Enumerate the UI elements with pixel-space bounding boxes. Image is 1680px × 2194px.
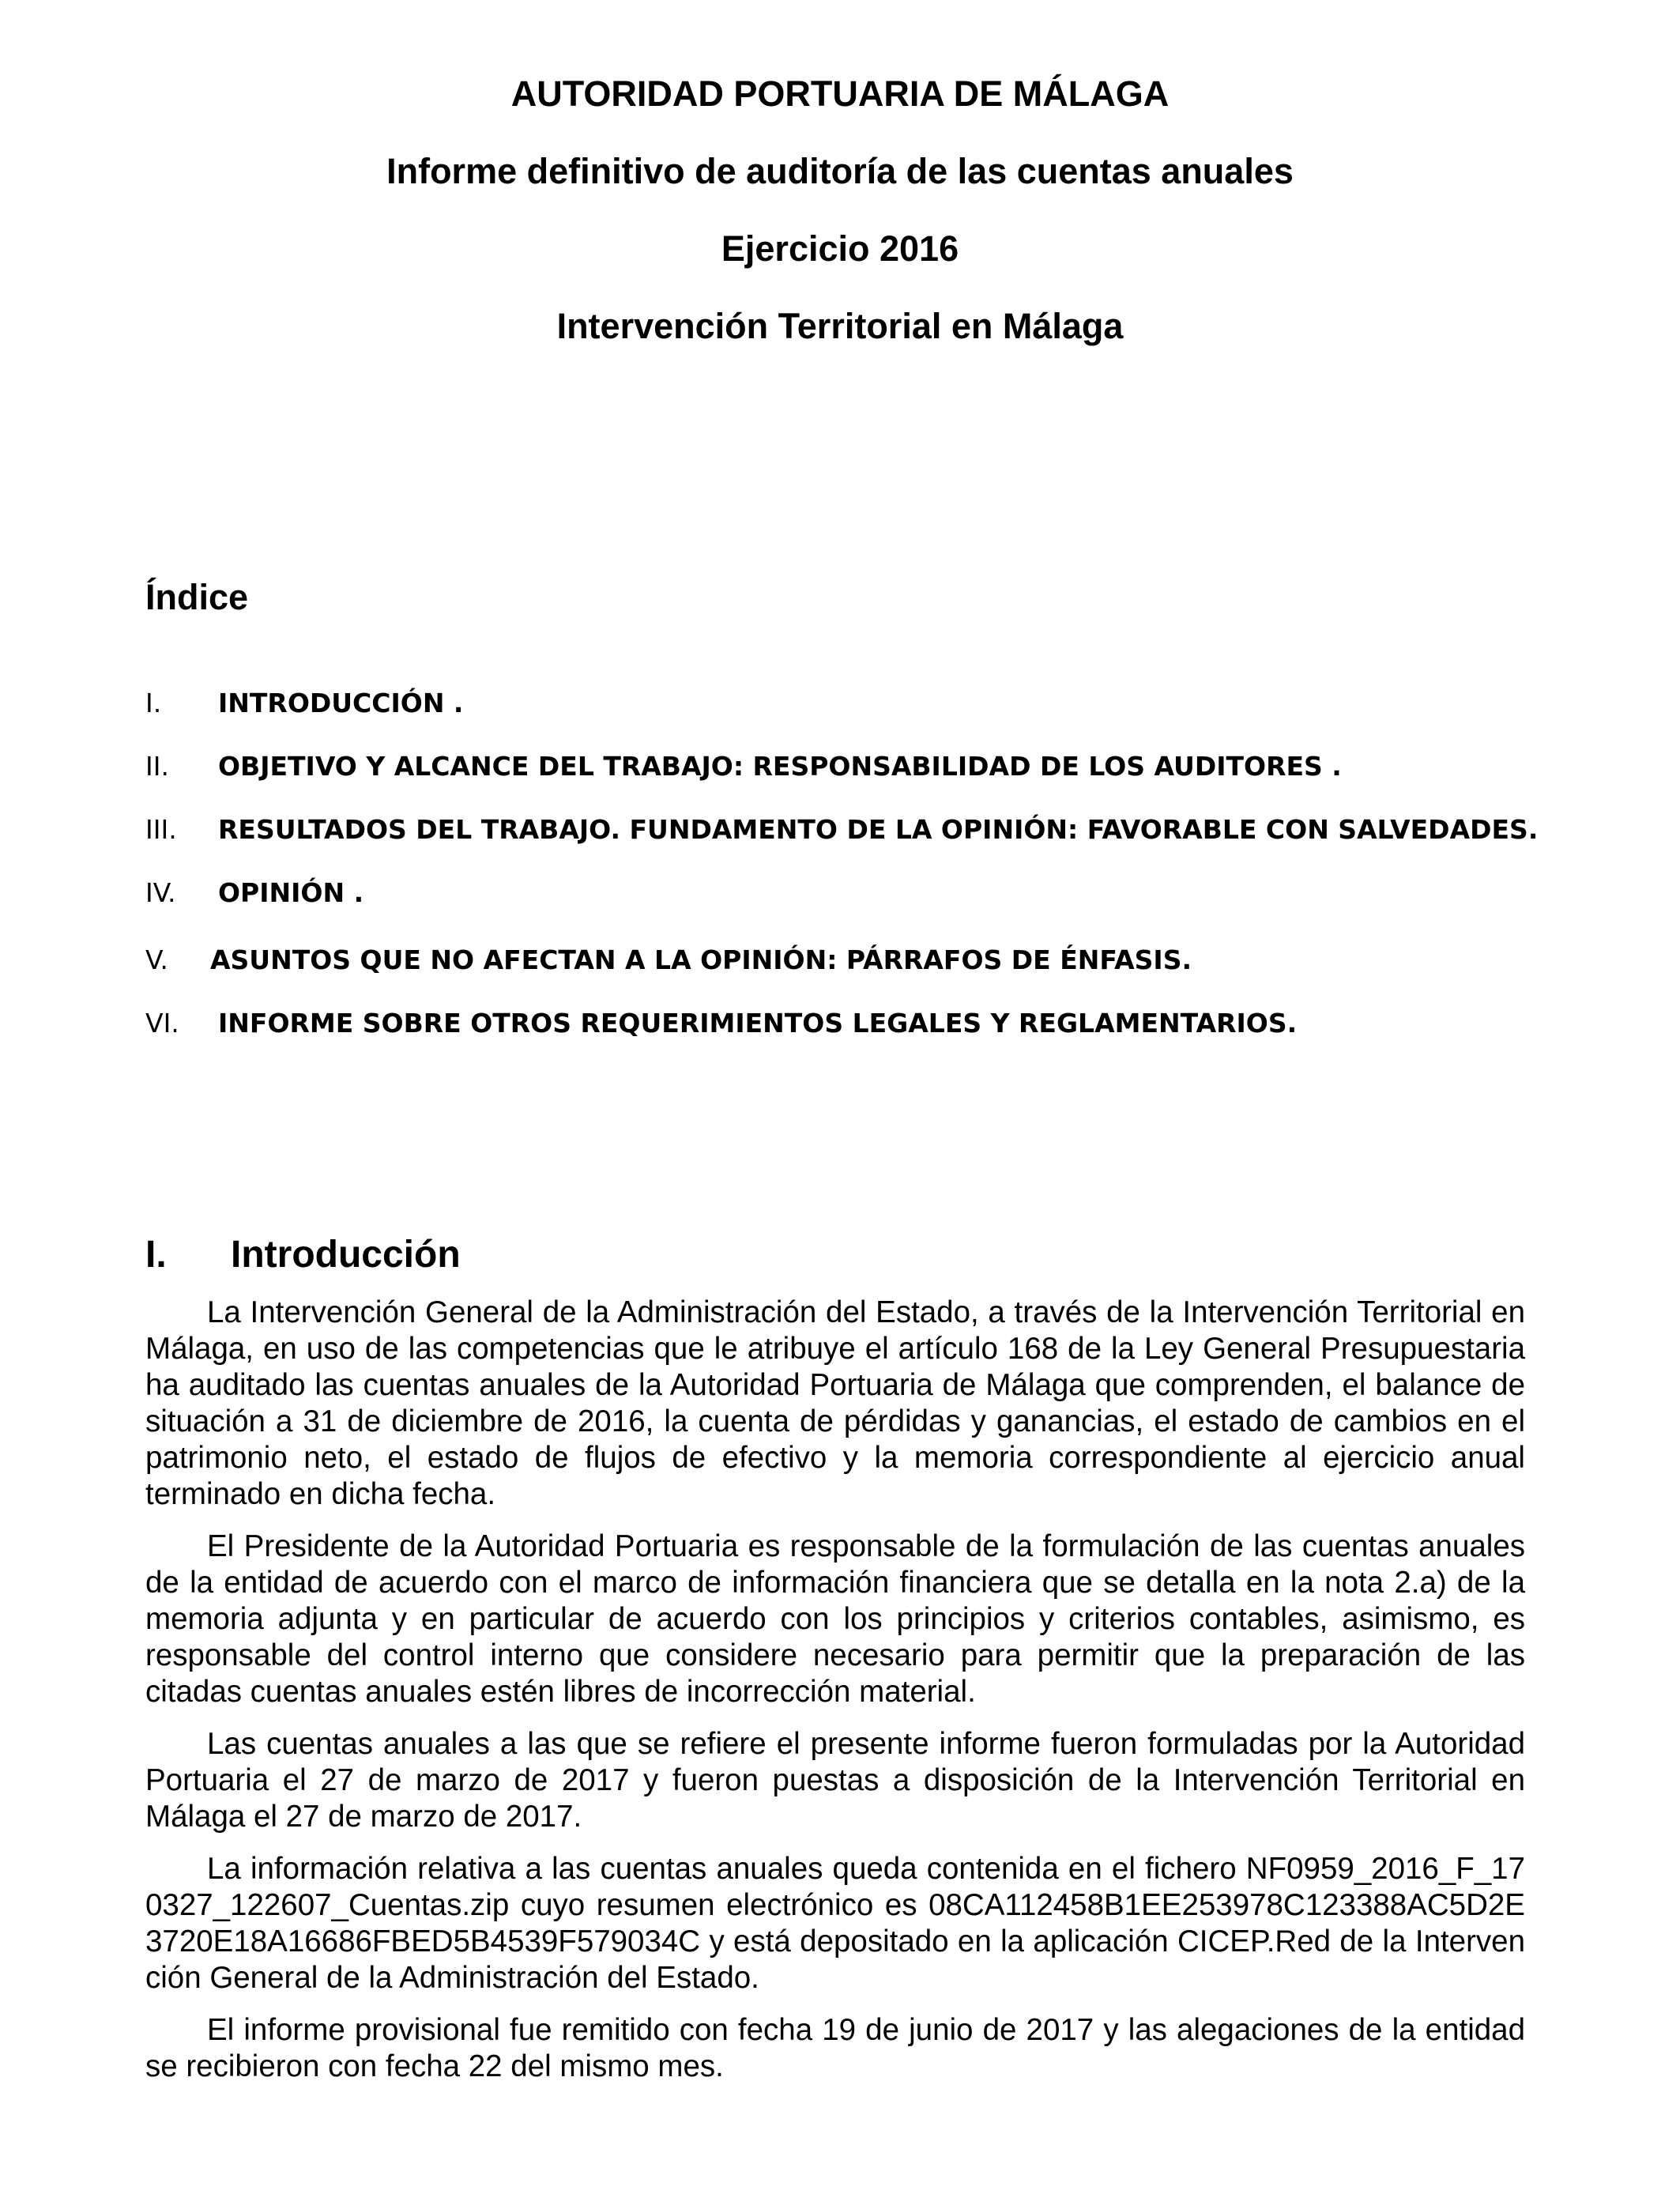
section-heading bbox=[145, 1233, 461, 1276]
toc-item-label: ASUNTOS QUE NO AFECTAN A LA OPINIÓN: PÁRRAFOS DE ÉNFASIS. bbox=[210, 944, 1192, 975]
paragraph-1: La Intervención General de la Administración del Estado, a través de la Intervención Territorial en Málaga, en uso de las competencias que le atribuye el artículo 168 de la Ley General Presupuestaria ha auditado las cuentas anuales de la Autoridad Portuaria de Málaga que comprenden, el balance de situación a 31 de diciembre de 2016, la cuenta de pérdidas y ganancias, el estado de cambios en el patrimonio neto, el estado de flujos de efectivo y la memoria correspondiente al ejercicio anual terminado en dicha fecha. bbox=[145, 1295, 1525, 1511]
toc-item-number: III. bbox=[145, 814, 177, 845]
toc-item-label: RESULTADOS DEL TRABAJO. FUNDAMENTO DE LA OPINIÓN: FAVORABLE CON SALVEDADES. bbox=[218, 814, 1539, 845]
toc-item-label: INTRODUCCIÓN . bbox=[218, 688, 464, 718]
header-office: Intervención Territorial en Málaga bbox=[556, 306, 1124, 346]
toc-item-label: OBJETIVO Y ALCANCE DEL TRABAJO: RESPONSABILIDAD DE LOS AUDITORES . bbox=[218, 751, 1342, 782]
paragraph-5: El informe provisional fue remitido con fecha 19 de junio de 2017 y las alegaciones de la entidad se recibieron con fecha 22 del mismo mes. bbox=[145, 2013, 1525, 2083]
toc-item-number: II. bbox=[145, 751, 169, 782]
toc-item-number: I. bbox=[145, 688, 162, 718]
header-entity-name: AUTORIDAD PORTUARIA DE MÁLAGA bbox=[510, 74, 1170, 114]
section-title: Introducción bbox=[231, 1234, 461, 1276]
section-body bbox=[145, 1295, 1525, 2101]
section-number: I. bbox=[145, 1234, 167, 1276]
document-header bbox=[0, 55, 1680, 365]
toc-item-number: VI. bbox=[145, 1008, 179, 1039]
paragraph-4: La información relativa a las cuentas anuales queda contenida en el fichero NF0959_2016_F_170327_122607_Cuentas.zip cuyo resumen electrónico es 08CA112458B1EE253978C123388AC5D2E3720E18A16686FBED5B4539F579034C y está depositado en la aplicación CICEP.Red de la Intervención General de la Administración del Estado. bbox=[145, 1852, 1525, 1995]
paragraph-2: El Presidente de la Autoridad Portuaria es responsable de la formulación de las cuentas anuales de la entidad de acuerdo con el marco de información financiera que se detalla en la nota 2.a) de la memoria adjunta y en particular de acuerdo con los principios y criterios contables, asimismo, es responsable del control interno que considere necesario para permitir que la preparación de las citadas cuentas anuales estén libres de incorrección material. bbox=[145, 1529, 1525, 1709]
paragraph-3: Las cuentas anuales a las que se refiere el presente informe fueron formuladas por la Autoridad Portuaria el 27 de marzo de 2017 y fueron puestas a disposición de la Intervención Territorial en Málaga el 27 de marzo de 2017. bbox=[145, 1727, 1525, 1834]
toc-item-label: INFORME SOBRE OTROS REQUERIMIENTOS LEGALES Y REGLAMENTARIOS. bbox=[218, 1008, 1298, 1039]
toc-item-number: V. bbox=[145, 944, 168, 975]
header-fiscal-year: Ejercicio 2016 bbox=[721, 228, 959, 269]
toc-item-number: IV. bbox=[145, 877, 176, 908]
header-report-title: Informe definitivo de auditoría de las cuentas anuales bbox=[386, 151, 1294, 191]
toc-item-label: OPINIÓN . bbox=[218, 877, 364, 908]
index-heading: Índice bbox=[145, 577, 249, 617]
